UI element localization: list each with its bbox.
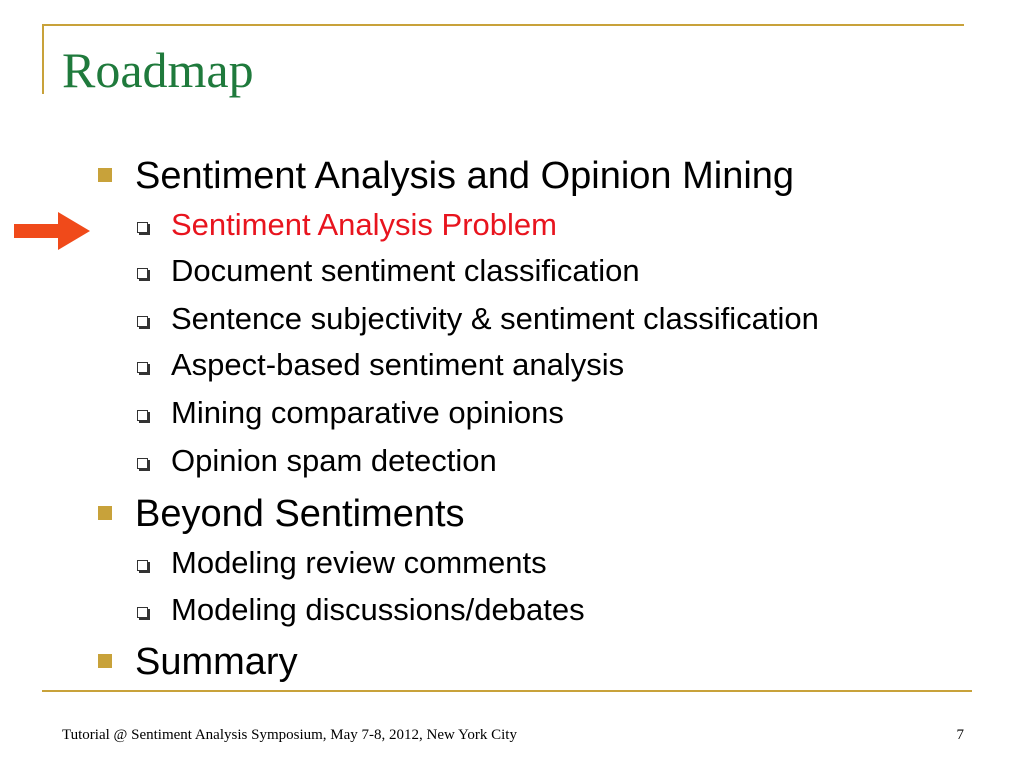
outline-item	[171, 347, 624, 383]
outline-item	[171, 545, 547, 581]
outline-item	[171, 443, 497, 479]
outline-item-label: Aspect-based sentiment analysis	[171, 347, 625, 382]
hollow-square-bullet-icon	[137, 316, 148, 327]
hollow-square-bullet-icon	[137, 268, 148, 279]
outline-section-label: Summary	[135, 641, 298, 683]
outline-item-current	[171, 207, 557, 243]
outline-item-label: Modeling review comments	[171, 545, 547, 580]
outline-item-label: Sentence subjectivity & sentiment classification	[171, 301, 819, 336]
outline-item	[171, 592, 585, 628]
hollow-square-bullet-icon	[137, 607, 148, 618]
square-bullet-icon	[98, 654, 112, 668]
outline-item-label: Sentiment Analysis Problem	[171, 207, 557, 242]
outline-item-label: Mining comparative opinions	[171, 395, 564, 430]
hollow-square-bullet-icon	[137, 222, 148, 233]
outline-section-label: Sentiment Analysis and Opinion Mining	[135, 155, 795, 197]
outline-section-label: Beyond Sentiments	[135, 493, 465, 535]
page-number: 7	[956, 727, 964, 743]
hollow-square-bullet-icon	[137, 560, 148, 571]
outline-section	[135, 154, 794, 198]
footer-text: Tutorial @ Sentiment Analysis Symposium, May 7-8, 2012, New York City	[62, 727, 517, 743]
slide-title: Roadmap	[62, 42, 254, 98]
outline-item	[171, 253, 640, 289]
square-bullet-icon	[98, 168, 112, 182]
outline-item-label: Document sentiment classification	[171, 253, 640, 288]
footer-rule	[42, 690, 972, 692]
outline-item	[171, 301, 819, 337]
outline-item-label: Opinion spam detection	[171, 443, 497, 478]
outline-item	[171, 395, 564, 431]
hollow-square-bullet-icon	[137, 410, 148, 421]
square-bullet-icon	[98, 506, 112, 520]
outline-section	[135, 640, 298, 684]
hollow-square-bullet-icon	[137, 362, 148, 373]
outline-item-label: Modeling discussions/debates	[171, 592, 585, 627]
hollow-square-bullet-icon	[137, 458, 148, 469]
outline-section	[135, 492, 465, 536]
